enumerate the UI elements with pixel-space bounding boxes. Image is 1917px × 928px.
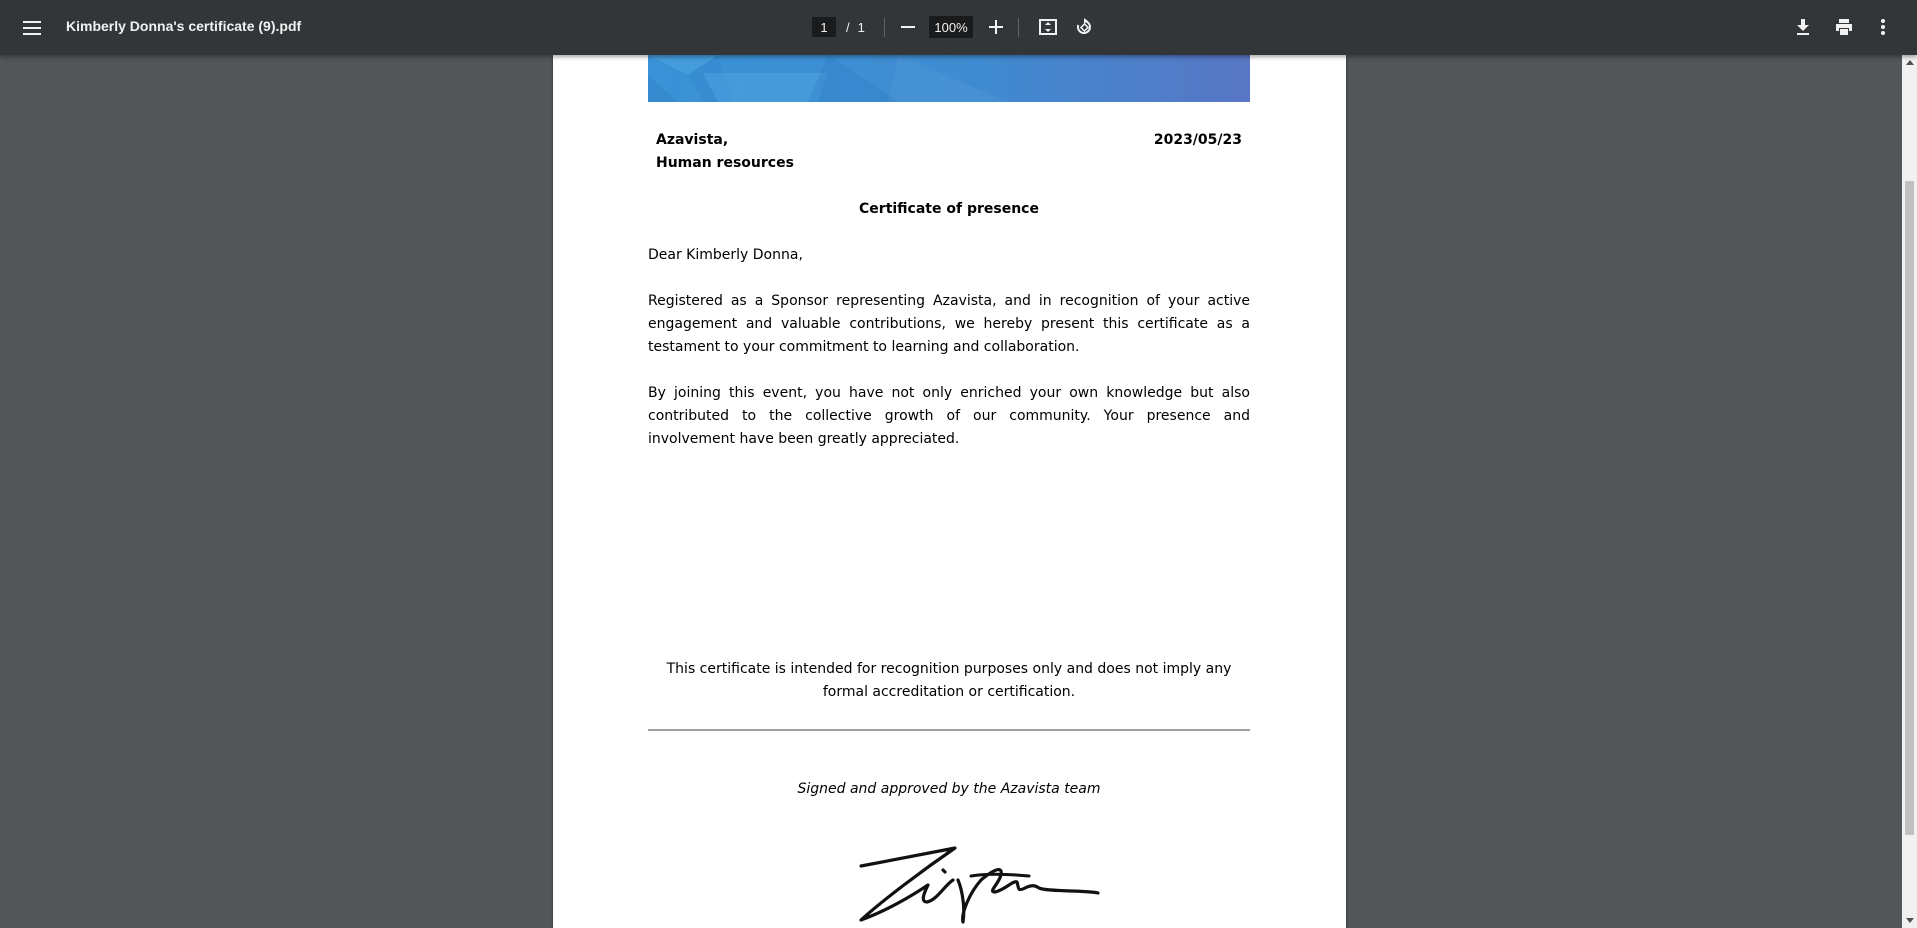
- pdf-toolbar: [0, 0, 1917, 55]
- pdf-viewer[interactable]: [0, 55, 1917, 928]
- page-navigation: [812, 16, 865, 38]
- sender-block: [656, 129, 794, 175]
- greeting: Dear Kimberly Donna,: [648, 247, 803, 263]
- disclaimer-text: This certificate is intended for recognition purposes only and does not imply any formal accreditation or certification.: [666, 661, 1232, 700]
- scroll-down-arrow-icon[interactable]: [1902, 913, 1917, 928]
- page-separator: /: [846, 19, 850, 35]
- page-total: 1: [857, 19, 865, 35]
- vertical-scrollbar[interactable]: [1902, 55, 1917, 928]
- handwritten-signature: [803, 830, 1103, 928]
- scrollbar-thumb[interactable]: [1905, 181, 1914, 835]
- sender-organization: Azavista,: [656, 132, 729, 148]
- certificate-title: Certificate of presence: [859, 201, 1039, 217]
- signed-by-text: Signed and approved by the Azavista team: [797, 781, 1101, 797]
- horizontal-rule: [648, 729, 1250, 731]
- sender-department: Human resources: [656, 155, 794, 171]
- more-options-icon[interactable]: [1868, 12, 1898, 42]
- certificate-date: 2023/05/23: [1153, 132, 1242, 148]
- page-number-input[interactable]: [812, 17, 836, 37]
- body-paragraph-1: Registered as a Sponsor representing Azavista, and in recognition of your active engagement and valuable contributions, we hereby present this certificate as a testament to your commitment to learning and collaboration.: [648, 293, 1250, 355]
- rotate-icon[interactable]: [1069, 12, 1099, 42]
- hamburger-menu-icon[interactable]: [18, 14, 46, 42]
- toolbar-divider: [1018, 18, 1019, 37]
- scroll-up-arrow-icon[interactable]: [1902, 55, 1917, 70]
- pdf-page: [553, 55, 1346, 928]
- header-banner: [648, 55, 1250, 102]
- download-icon[interactable]: [1788, 12, 1818, 42]
- zoom-out-icon[interactable]: [893, 12, 923, 42]
- zoom-in-icon[interactable]: [981, 12, 1011, 42]
- zoom-level-input[interactable]: [929, 16, 973, 38]
- print-icon[interactable]: [1829, 12, 1859, 42]
- body-paragraph-2: By joining this event, you have not only enriched your own knowledge but also contributed to the collective growth of our community. Your presence and involvement have been greatly appreciated.: [648, 385, 1250, 447]
- toolbar-divider: [884, 18, 885, 37]
- document-title: Kimberly Donna's certificate (9).pdf: [66, 18, 302, 34]
- fit-to-page-icon[interactable]: [1033, 12, 1063, 42]
